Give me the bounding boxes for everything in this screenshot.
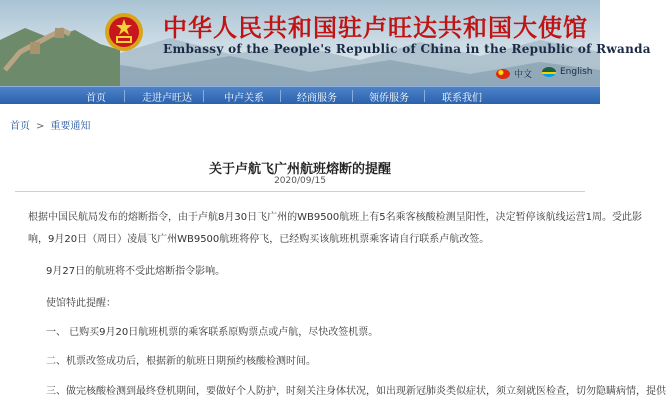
paragraph-line: 使馆特此提醒：: [46, 298, 116, 309]
paragraph-line: 一、 已购买9月20日航班机票的乘客联系原购票点或卢航，尽快改签机票。: [46, 327, 379, 338]
great-wall-image: [0, 0, 120, 86]
nav-divider: [124, 90, 125, 102]
lang-switch-chinese[interactable]: [496, 67, 532, 80]
lang-switch-english[interactable]: [542, 67, 593, 77]
nav-divider: [203, 90, 204, 102]
main-navigation: [0, 86, 600, 104]
article-title: 关于卢航飞广州航班熔断的提醒: [208, 162, 391, 177]
embassy-title-english: Embassy of the People's Republic of China in the Republic of Rwanda: [163, 42, 651, 56]
nav-item-business-services[interactable]: 经商服务: [297, 92, 337, 104]
rwanda-flag-icon: [542, 67, 556, 77]
china-flag-icon: [496, 69, 510, 79]
lang-english-label: English: [560, 67, 593, 77]
header-banner: [0, 0, 651, 86]
embassy-title-chinese: 中华人民共和国驻卢旺达共和国大使馆: [163, 13, 588, 42]
nav-item-china-rwanda-relations[interactable]: 中卢关系: [224, 92, 264, 104]
paragraph-line: 三、做完核酸检测到最终登机期间，要做好个人防护，时刻关注身体状况，如出现新冠肺炎类似症状，须立刻就医检查，切勿隐瞒病情，提供: [46, 386, 666, 397]
breadcrumb: [10, 117, 90, 132]
breadcrumb-current-link[interactable]: 重要通知: [50, 121, 91, 132]
nav-divider: [280, 90, 281, 102]
paragraph-line: 根据中国民航局发布的熔断指令，由于卢航8月30日飞广州的WB9500航班上有5名乘客核酸检测呈阳性，决定暂停该航线运营1周。受此影: [28, 212, 643, 223]
nav-item-home[interactable]: 首页: [86, 92, 106, 104]
national-emblem-icon: [104, 12, 144, 52]
breadcrumb-home-link[interactable]: 首页: [10, 121, 30, 132]
breadcrumb-separator: >: [36, 121, 45, 132]
paragraph-line: 9月27日的航班将不受此熔断指令影响。: [46, 266, 226, 277]
paragraph-line: 二、机票改签成功后，根据新的航班日期预约核酸检测时间。: [46, 356, 316, 367]
lang-chinese-label: 中文: [514, 70, 533, 80]
nav-item-consular-services[interactable]: 领侨服务: [369, 92, 409, 104]
nav-item-about-rwanda[interactable]: 走进卢旺达: [142, 92, 192, 104]
nav-divider: [352, 90, 353, 102]
paragraph-line: 响，9月20日（周日）凌晨飞广州WB9500航班将停飞，已经购买该航班机票乘客请自行联系卢航改签。: [28, 234, 490, 245]
article-date: 2020/09/15: [274, 176, 326, 186]
title-divider: [15, 191, 585, 192]
nav-divider: [424, 90, 425, 102]
nav-item-contact-us[interactable]: 联系我们: [442, 92, 482, 104]
